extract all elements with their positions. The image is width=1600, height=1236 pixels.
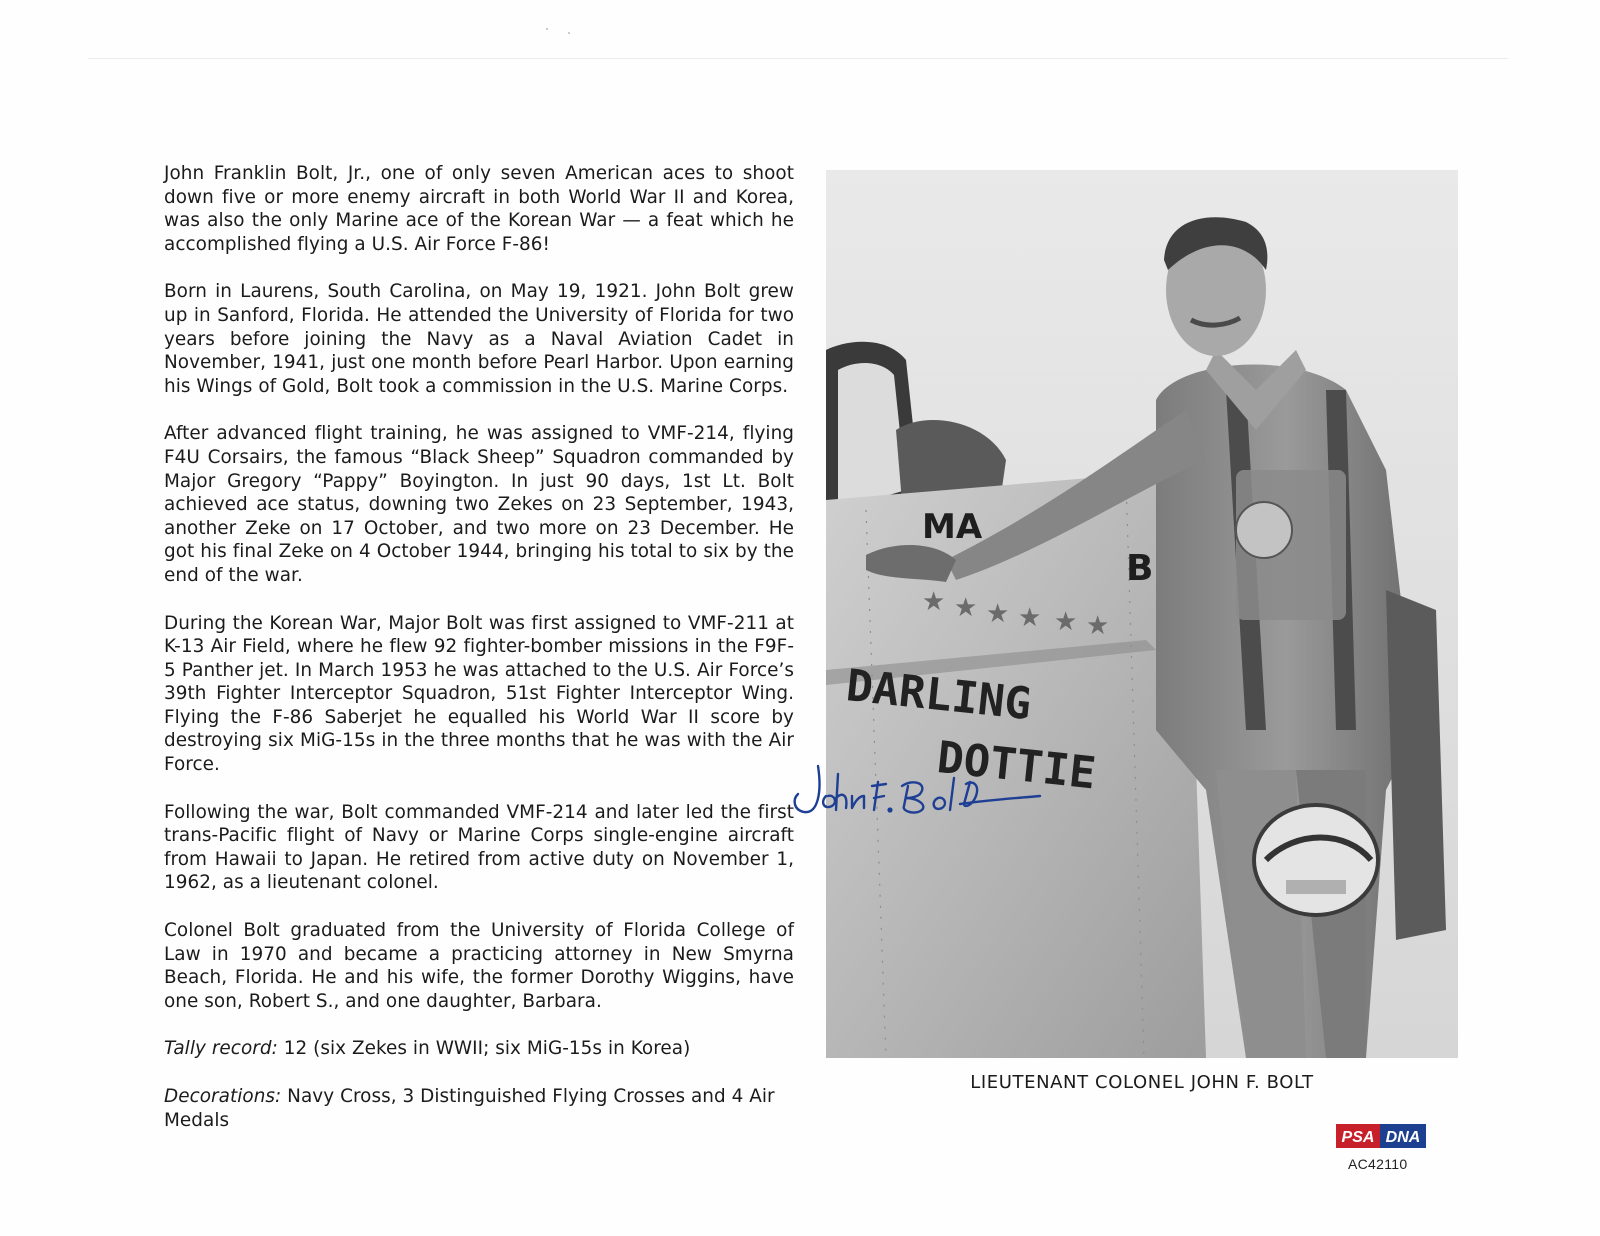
bio-paragraph-early-life: Born in Laurens, South Carolina, on May 19, 1921. John Bolt grew up in Sanford, Florida. He attended the University of Florida for two years before joining the Navy as a Naval Aviation Cadet in November, 1941, just one month before Pearl Harbor. Upon earning his Wings of Gold, Bolt took a commission in the U.S. Marine Corps.: [164, 281, 794, 397]
svg-text:★: ★: [1086, 611, 1110, 641]
autograph-signature: [788, 752, 1048, 842]
tally-record-value: 12 (six Zekes in WWII; six MiG-15s in Korea): [277, 1038, 691, 1060]
signature-ink: [788, 752, 1048, 842]
decorations-value: Navy Cross, 3 Distinguished Flying Crosses and 4 Air Medals: [164, 1086, 775, 1131]
authentication-logo: [1336, 1124, 1426, 1148]
svg-text:★: ★: [986, 599, 1010, 629]
flight-helmet: [1254, 805, 1378, 915]
certificate-number: AC42110: [1348, 1156, 1408, 1172]
svg-text:★: ★: [1054, 607, 1078, 637]
bio-paragraph-intro: John Franklin Bolt, Jr., one of only seven American aces to shoot down five or more enemy aircraft in both World War II and Korea, was also the only Marine ace of the Korean War — a feat which he accomplished flying a U.S. Air Force F-86!: [164, 163, 794, 255]
page-divider: [88, 58, 1508, 59]
photo-illustration: [826, 170, 1458, 1058]
aircraft-name-fragment-1: MA: [922, 507, 983, 547]
paper-speck: [568, 32, 570, 34]
tally-record-label: Tally record:: [164, 1038, 278, 1060]
psa-text: PSA: [1341, 1129, 1375, 1146]
photo-caption: LIEUTENANT COLONEL JOHN F. BOLT: [970, 1072, 1314, 1093]
aircraft-name-fragment-2: B: [1126, 548, 1154, 589]
decorations: [164, 1085, 794, 1132]
svg-text:★: ★: [1018, 603, 1042, 633]
nose-art-line-2: DOTTIE: [934, 732, 1099, 800]
svg-text:★: ★: [954, 593, 978, 623]
bio-paragraph-postwar: Following the war, Bolt commanded VMF-214 and later led the first trans-Pacific flight of Navy or Marine Corps single-engine aircraft from Hawaii to Japan. He retired from active duty on November 1, 1962, as a lieutenant colonel.: [164, 801, 794, 894]
paper-speck: [546, 28, 548, 30]
dna-text: DNA: [1385, 1129, 1421, 1146]
bio-paragraph-wwii: After advanced flight training, he was assigned to VMF-214, flying F4U Corsairs, the famous “Black Sheep” Squadron commanded by Major Gregory “Pappy” Boyington. In just 90 days, 1st Lt. Bolt achieved ace status, downing two Zekes on 23 September, 1943, another Zeke on 17 October, and two more on 23 December. He got his final Zeke on 4 October 1944, bringing his total to six by the end of the war.: [164, 423, 794, 586]
bio-paragraph-later-life: Colonel Bolt graduated from the University of Florida College of Law in 1970 and became a practicing attorney in New Smyrna Beach, Florida. He and his wife, the former Dorothy Wiggins, have one son, Robert S., and one daughter, Barbara.: [164, 920, 794, 1012]
biography-text: [164, 162, 794, 1156]
portrait-photograph: [826, 170, 1458, 1058]
bio-paragraph-korea: During the Korean War, Major Bolt was first assigned to VMF-211 at K-13 Air Field, where he flew 92 fighter-bomber missions in the F9F-5 Panther jet. In March 1953 he was attached to the U.S. Air Force’s 39th Fighter Interceptor Squadron, 51st Fighter Interceptor Wing. Flying the F-86 Saberjet he equalled his World War II score by destroying six MiG-15s in the three months that he was with the Air Force.: [164, 612, 794, 776]
decorations-label: Decorations:: [164, 1086, 282, 1107]
tally-record: [164, 1037, 794, 1061]
svg-text:★: ★: [922, 587, 946, 617]
nose-art-line-1: DARLING: [843, 660, 1034, 731]
